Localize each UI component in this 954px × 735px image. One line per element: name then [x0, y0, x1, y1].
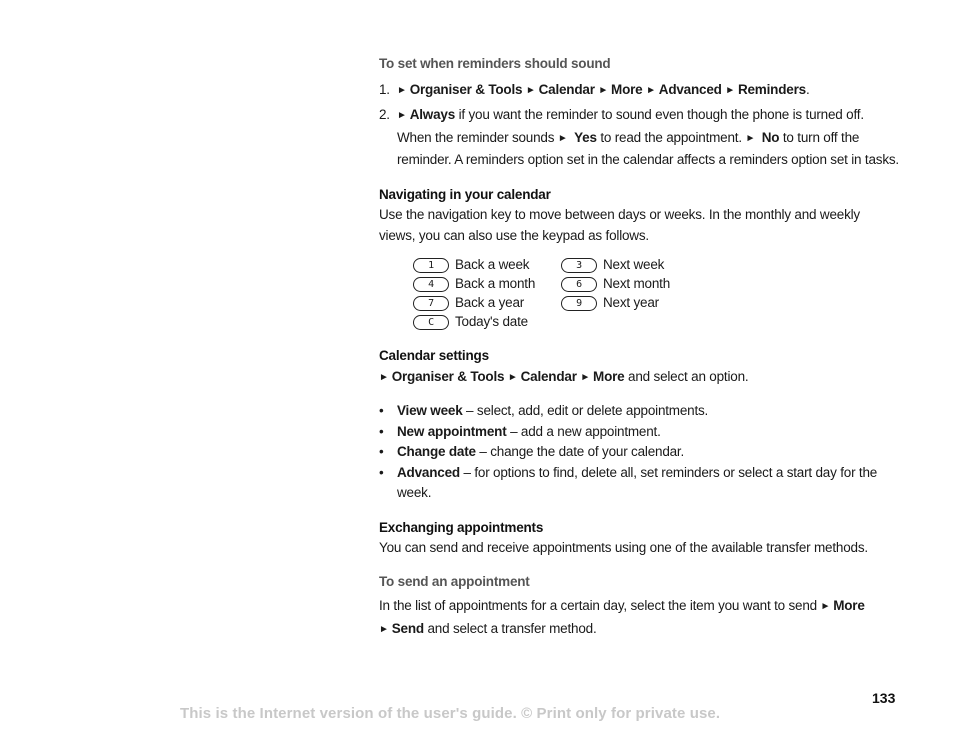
menu-path-item: Reminders	[737, 81, 806, 97]
shortcut-next-month	[561, 275, 721, 294]
list-item	[379, 422, 899, 443]
settings-options-list	[379, 401, 899, 504]
shortcut-label: Next week	[603, 257, 665, 273]
step-body: to turn off the reminder. A reminders option set in the calendar affects a reminders option set in tasks.	[397, 129, 899, 167]
bullet-icon: •	[379, 464, 384, 480]
content-column	[379, 54, 899, 641]
arrow-icon: ►	[379, 371, 389, 383]
arrow-icon: ►	[557, 132, 568, 144]
menu-path-item: Calendar	[538, 81, 595, 97]
arrow-icon: ►	[580, 371, 591, 383]
arrow-icon: ►	[379, 623, 389, 635]
shortcut-label: Back a week	[455, 257, 530, 273]
key-7-icon: 7	[413, 296, 449, 311]
shortcut-next-year	[561, 294, 721, 313]
option-no: No	[761, 129, 780, 145]
list-item	[379, 401, 899, 422]
menu-path-item: Organiser & Tools	[409, 81, 523, 97]
shortcut-today	[413, 313, 561, 332]
menu-path-item: Organiser & Tools	[391, 368, 505, 384]
step-number: 1.	[379, 81, 390, 97]
send-body	[379, 596, 899, 641]
section-title-navigating: Navigating in your calendar	[379, 186, 551, 202]
menu-path-item: More	[611, 81, 643, 97]
option-term: Change date	[397, 444, 476, 459]
key-3-icon: 3	[561, 258, 597, 273]
menu-path-item: Send	[391, 620, 424, 636]
arrow-icon: ►	[525, 84, 536, 96]
step-2	[379, 105, 899, 171]
shortcut-back-month	[413, 275, 561, 294]
list-item	[379, 442, 899, 463]
option-yes: Yes	[574, 129, 597, 145]
option-desc: – change the date of your calendar.	[475, 444, 685, 459]
key-9-icon: 9	[561, 296, 597, 311]
shortcut-label: Back a year	[455, 295, 525, 311]
exchanging-body: You can send and receive appointments using one of the available transfer methods.	[379, 540, 868, 555]
option-term: Advanced	[397, 464, 460, 480]
section-title-exchanging: Exchanging appointments	[379, 519, 544, 535]
arrow-icon: ►	[725, 84, 735, 96]
arrow-icon: ►	[820, 601, 831, 612]
arrow-icon: ►	[598, 84, 609, 96]
option-desc: – select, add, edit or delete appointments.	[462, 403, 709, 418]
option-term: View week	[397, 403, 463, 418]
shortcut-label: Next year	[603, 295, 659, 311]
path-tail: and select an option.	[624, 368, 749, 384]
key-4-icon: 4	[413, 277, 449, 292]
option-always: Always	[409, 107, 456, 122]
shortcut-label: Next month	[603, 276, 671, 292]
shortcut-next-week	[561, 256, 721, 275]
list-item	[379, 463, 899, 504]
send-text: In the list of appointments for a certain day, select the item you want to send	[379, 598, 821, 613]
step-text: ► Organiser & Tools ► Calendar ► More ► Advanced ► Reminders.	[397, 81, 810, 97]
menu-path-item: Calendar	[520, 368, 577, 384]
bullet-icon: •	[379, 444, 384, 459]
key-c-icon: C	[413, 315, 449, 330]
shortcut-label: Back a month	[455, 276, 536, 292]
menu-path-item: Advanced	[658, 81, 722, 97]
option-desc: – for options to find, delete all, set reminders or select a start day for the week.	[397, 464, 878, 500]
option-term: New appointment	[397, 423, 507, 439]
step-body: to read the appointment.	[596, 129, 746, 145]
footer-notice: This is the Internet version of the user's guide. © Print only for private use.	[180, 705, 721, 722]
step-body: if you want the reminder to sound even though the phone is turned off. When the reminder sounds	[397, 107, 864, 145]
arrow-icon: ►	[397, 110, 407, 121]
section-title-reminders: To set when reminders should sound	[379, 56, 611, 71]
arrow-icon: ►	[507, 371, 518, 383]
keypad-shortcuts	[413, 256, 899, 332]
bullet-icon: •	[379, 423, 384, 439]
shortcut-back-year	[413, 294, 561, 313]
arrow-icon: ►	[397, 84, 407, 96]
arrow-icon: ►	[646, 84, 656, 96]
step-text	[397, 105, 899, 171]
key-1-icon: 1	[413, 258, 449, 273]
shortcut-back-week	[413, 256, 561, 275]
step-number: 2.	[379, 107, 390, 122]
section-title-send: To send an appointment	[379, 573, 530, 589]
shortcut-label: Today's date	[455, 314, 528, 330]
arrow-icon: ►	[745, 132, 756, 144]
bullet-icon: •	[379, 403, 384, 418]
step-1	[379, 80, 899, 103]
navigating-body: Use the navigation key to move between days or weeks. In the monthly and weekly views, you can also use the keypad as follows.	[379, 207, 860, 243]
menu-path-item: More	[593, 368, 625, 384]
key-6-icon: 6	[561, 277, 597, 292]
option-desc: – add a new appointment.	[506, 423, 661, 439]
menu-path-item: More	[833, 598, 865, 613]
send-text: and select a transfer method.	[423, 620, 597, 636]
page-number: 133	[872, 690, 896, 706]
settings-path	[379, 367, 899, 390]
section-title-settings: Calendar settings	[379, 348, 489, 363]
